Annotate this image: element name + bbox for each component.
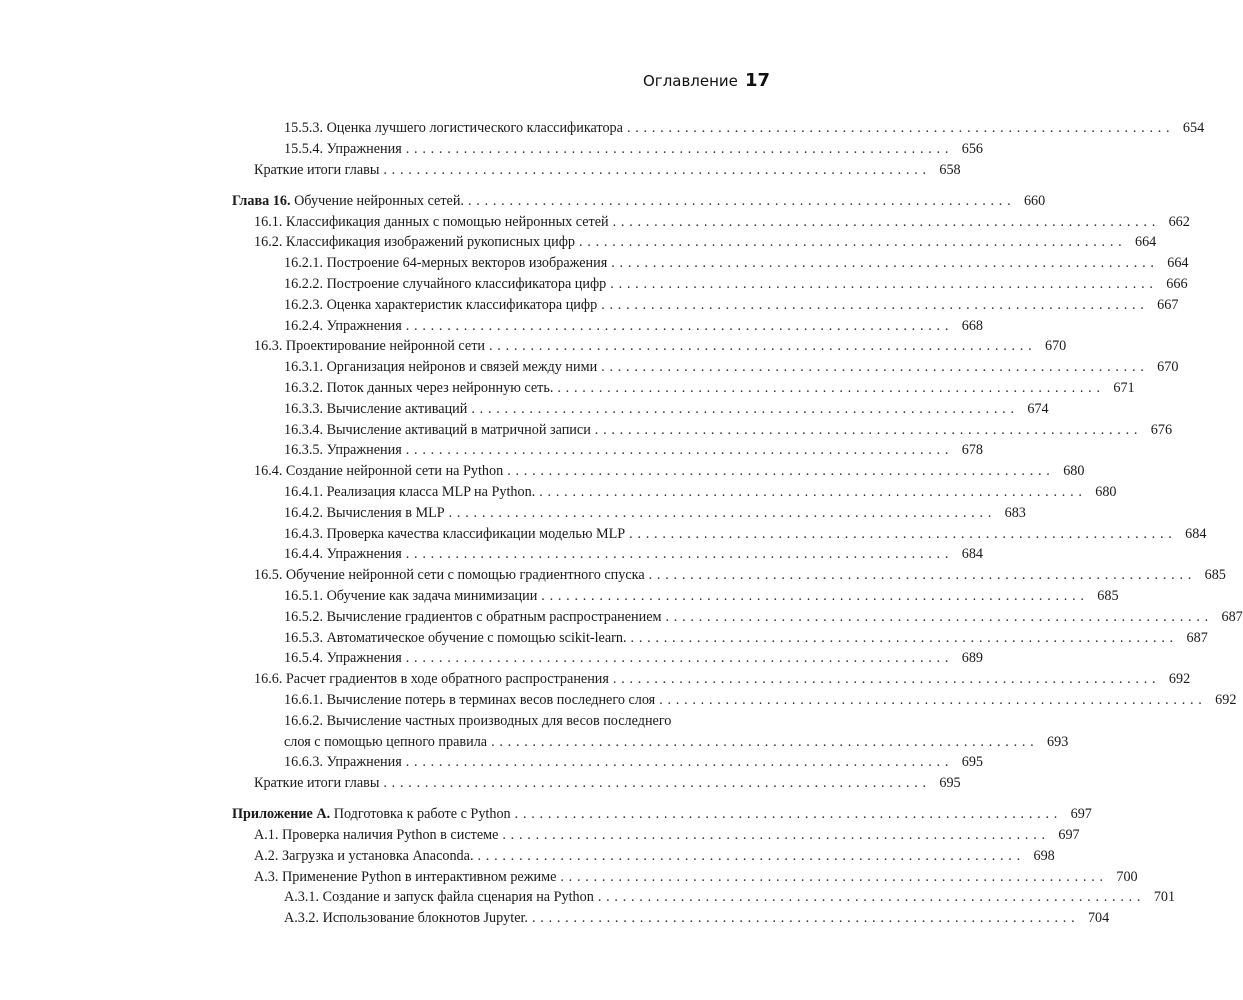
- toc-entry-title: 16.4.2. Вычисления в MLP: [284, 504, 445, 521]
- toc-entry: [232, 482, 1117, 503]
- toc-entry-title: 16.3.5. Упражнения: [284, 442, 402, 459]
- toc-entry: [232, 399, 1049, 420]
- toc-entry-title: 16.4. Создание нейронной сети на Python: [254, 463, 504, 480]
- toc-page-number: 664: [1134, 234, 1157, 251]
- toc-leader-dots: . . . . . . . . . . . . . . . . . . . . . . . . . . . . . . . . . . . . . . . . . . . . . . . . . . . . . . . . . . . . . . . . . .: [665, 608, 1209, 625]
- toc-leader-dots: . . . . . . . . . . . . . . . . . . . . . . . . . . . . . . . . . . . . . . . . . . . . . . . . . . . . . . . . . . . . . . . . . .: [514, 806, 1058, 823]
- toc-page-number: 674: [1027, 400, 1049, 417]
- toc-page-number: 704: [1087, 910, 1110, 927]
- toc-entry: [232, 752, 983, 773]
- toc-leader-dots: . . . . . . . . . . . . . . . . . . . . . . . . . . . . . . . . . . . . . . . . . . . . . . . . . . . . . . . . . . . . . . . . . .: [531, 910, 1076, 927]
- toc-entry: [232, 440, 983, 461]
- toc-page-number: 697: [1058, 827, 1080, 844]
- toc-entry-title: Краткие итоги главы: [254, 161, 380, 178]
- toc-entry-title: А.3. Применение Python в интерактивном режиме: [254, 868, 557, 885]
- toc-entry: [232, 846, 1055, 867]
- toc-entry-title: 16.2.2. Построение случайного классификатора цифр: [284, 275, 607, 292]
- toc-leader-dots: . . . . . . . . . . . . . . . . . . . . . . . . . . . . . . . . . . . . . . . . . . . . . . . . . . . . . . . . . . . . . . . . . .: [610, 275, 1154, 292]
- toc-leader-dots: . . . . . . . . . . . . . . . . . . . . . . . . . . . . . . . . . . . . . . . . . . . . . . . . . . . . . . . . . . . . . . . . . .: [405, 140, 949, 157]
- toc-page-number: 666: [1166, 275, 1188, 292]
- toc-entry: [232, 118, 1205, 139]
- toc-entry: [232, 212, 1190, 233]
- toc-leader-dots: . . . . . . . . . . . . . . . . . . . . . . . . . . . . . . . . . . . . . . . . . . . . . . . . . . . . . . . . . . . . . . . . . .: [471, 400, 1015, 417]
- toc-leader-dots: . . . . . . . . . . . . . . . . . . . . . . . . . . . . . . . . . . . . . . . . . . . . . . . . . . . . . . . . . . . . . . . . . .: [405, 650, 949, 667]
- appendix-title: Подготовка к работе с Python: [333, 806, 511, 823]
- toc-entry: [232, 160, 961, 181]
- toc-entry: [232, 336, 1067, 357]
- toc-entry-title: Краткие итоги главы: [254, 775, 380, 792]
- chapter-title: Обучение нейронных сетей.: [294, 192, 464, 209]
- toc-leader-dots: . . . . . . . . . . . . . . . . . . . . . . . . . . . . . . . . . . . . . . . . . . . . . . . . . . . . . . . . . . . . . . . . . .: [630, 629, 1174, 646]
- toc-entry-title: 16.1. Классификация данных с помощью нейронных сетей: [254, 213, 609, 230]
- toc-entry-title: 16.2. Классификация изображений рукописных цифр: [254, 234, 576, 251]
- toc-entry: [232, 378, 1135, 399]
- toc-page-number: 660: [1023, 192, 1046, 209]
- toc-entry: [232, 628, 1208, 649]
- toc-entry-title: 16.2.4. Упражнения: [284, 317, 402, 334]
- toc-entry: [232, 503, 1026, 524]
- toc-page-number: 662: [1168, 213, 1190, 230]
- toc-entry: [232, 524, 1207, 545]
- toc-entry: [232, 274, 1188, 295]
- toc-page-number: 693: [1047, 733, 1069, 750]
- toc-page-number: 670: [1044, 338, 1067, 355]
- toc-page-number: 670: [1157, 359, 1179, 376]
- toc-page-number: 684: [961, 546, 983, 563]
- toc-entry: [232, 669, 1191, 690]
- toc-entry: [232, 887, 1176, 908]
- toc-entry-title: 16.6.2. Вычисление частных производных для весов последнего: [284, 712, 672, 729]
- toc-page-number: 692: [1215, 691, 1237, 708]
- toc-page-number: 685: [1097, 587, 1119, 604]
- running-header: [643, 70, 770, 96]
- toc-page-number: 697: [1070, 806, 1092, 823]
- toc-leader-dots: . . . . . . . . . . . . . . . . . . . . . . . . . . . . . . . . . . . . . . . . . . . . . . . . . . . . . . . . . . . . . . . . . .: [597, 889, 1142, 906]
- toc-page-number: 685: [1204, 567, 1226, 584]
- toc-entry: [232, 908, 1110, 929]
- toc-entry-title: [232, 191, 464, 212]
- toc-leader-dots: . . . . . . . . . . . . . . . . . . . . . . . . . . . . . . . . . . . . . . . . . . . . . . . . . . . . . . . . . . . . . . . . . .: [448, 504, 992, 521]
- toc-leader-dots: . . . . . . . . . . . . . . . . . . . . . . . . . . . . . . . . . . . . . . . . . . . . . . . . . . . . . . . . . . . . . . . . . .: [405, 317, 949, 334]
- toc-entry: [232, 711, 1069, 753]
- toc-entry-title: А.3.2. Использование блокнотов Jupyter.: [284, 910, 528, 927]
- toc-page-number: 654: [1182, 120, 1205, 136]
- toc-leader-dots: . . . . . . . . . . . . . . . . . . . . . . . . . . . . . . . . . . . . . . . . . . . . . . . . . . . . . . . . . . . . . . . . . .: [405, 442, 949, 459]
- toc-entry-title: 15.5.3. Оценка лучшего логистического классификатора: [284, 120, 623, 136]
- toc-page-number: 678: [961, 442, 983, 459]
- toc-leader-dots: . . . . . . . . . . . . . . . . . . . . . . . . . . . . . . . . . . . . . . . . . . . . . . . . . . . . . . . . . . . . . . . . . .: [405, 546, 949, 563]
- toc-leader-dots: . . . . . . . . . . . . . . . . . . . . . . . . . . . . . . . . . . . . . . . . . . . . . . . . . . . . . . . . . . . . . . . . . .: [489, 338, 1033, 355]
- toc-entry: [232, 461, 1085, 482]
- toc-page-number: 695: [939, 775, 961, 792]
- toc-leader-dots: . . . . . . . . . . . . . . . . . . . . . . . . . . . . . . . . . . . . . . . . . . . . . . . . . . . . . . . . . . . . . . . . . .: [648, 567, 1192, 584]
- toc-page-number: 700: [1116, 868, 1138, 885]
- toc-entry-title: 16.3.1. Организация нейронов и связей между ними: [284, 359, 598, 376]
- toc-leader-dots: . . . . . . . . . . . . . . . . . . . . . . . . . . . . . . . . . . . . . . . . . . . . . . . . . . . . . . . . . . . . . . . . . .: [601, 359, 1145, 376]
- toc-entry-title: 16.4.4. Упражнения: [284, 546, 402, 563]
- toc-entry-title: 16.5.3. Автоматическое обучение с помощью scikit-learn.: [284, 629, 627, 646]
- toc-leader-dots: . . . . . . . . . . . . . . . . . . . . . . . . . . . . . . . . . . . . . . . . . . . . . . . . . . . . . . . . . . . . . . . . . .: [502, 827, 1046, 844]
- toc-page-number: 698: [1033, 847, 1055, 864]
- toc-entry-title: 16.6.3. Упражнения: [284, 754, 402, 771]
- toc-entry-title: 16.6.1. Вычисление потерь в терминах весов последнего слоя: [284, 691, 656, 708]
- toc-entry: [232, 825, 1080, 846]
- toc-leader-dots: . . . . . . . . . . . . . . . . . . . . . . . . . . . . . . . . . . . . . . . . . . . . . . . . . . . . . . . . . . . . . . . . . .: [594, 421, 1139, 438]
- toc-entry-title: 16.5.1. Обучение как задача минимизации: [284, 587, 538, 604]
- toc-page-number: 684: [1185, 525, 1207, 542]
- toc-entry: [232, 565, 1226, 586]
- toc-leader-dots: . . . . . . . . . . . . . . . . . . . . . . . . . . . . . . . . . . . . . . . . . . . . . . . . . . . . . . . . . . . . . . . . . .: [579, 234, 1123, 251]
- toc-entry: [232, 773, 961, 794]
- toc-entry: [232, 357, 1179, 378]
- toc-page-number: 664: [1167, 255, 1189, 272]
- toc-leader-dots: . . . . . . . . . . . . . . . . . . . . . . . . . . . . . . . . . . . . . . . . . . . . . . . . . . . . . . . . . . . . . . . . . .: [507, 463, 1051, 480]
- running-header-title: Оглавление: [643, 72, 738, 90]
- toc-entry-title: 16.6. Расчет градиентов в ходе обратного распространения: [254, 671, 609, 688]
- toc-leader-dots: . . . . . . . . . . . . . . . . . . . . . . . . . . . . . . . . . . . . . . . . . . . . . . . . . . . . . . . . . . . . . . . . . .: [629, 525, 1173, 542]
- toc-leader-dots: . . . . . . . . . . . . . . . . . . . . . . . . . . . . . . . . . . . . . . . . . . . . . . . . . . . . . . . . . . . . . . . . . .: [539, 483, 1083, 500]
- toc-page-number: 692: [1168, 671, 1191, 688]
- toc-entry-title: 16.2.1. Построение 64-мерных векторов изображения: [284, 255, 608, 272]
- toc-leader-dots: . . . . . . . . . . . . . . . . . . . . . . . . . . . . . . . . . . . . . . . . . . . . . . . . . . . . . . . . . . . . . . . . . .: [611, 255, 1155, 272]
- table-of-contents: [232, 118, 1243, 929]
- toc-entry: [232, 690, 1237, 711]
- toc-entry: [232, 607, 1243, 628]
- toc-leader-dots: . . . . . . . . . . . . . . . . . . . . . . . . . . . . . . . . . . . . . . . . . . . . . . . . . . . . . . . . . . . . . . . . . .: [491, 733, 1035, 750]
- toc-entry-title: 16.5. Обучение нейронной сети с помощью градиентного спуска: [254, 567, 645, 584]
- toc-leader-dots: . . . . . . . . . . . . . . . . . . . . . . . . . . . . . . . . . . . . . . . . . . . . . . . . . . . . . . . . . . . . . . . . . .: [541, 587, 1085, 604]
- toc-entry: [232, 253, 1189, 274]
- toc-entry: [232, 420, 1173, 441]
- toc-leader-dots: . . . . . . . . . . . . . . . . . . . . . . . . . . . . . . . . . . . . . . . . . . . . . . . . . . . . . . . . . . . . . . . . . .: [626, 120, 1171, 136]
- toc-leader-dots: . . . . . . . . . . . . . . . . . . . . . . . . . . . . . . . . . . . . . . . . . . . . . . . . . . . . . . . . . . . . . . . . . .: [405, 754, 949, 771]
- toc-page-number: 687: [1221, 608, 1243, 625]
- toc-page-number: 671: [1113, 379, 1135, 396]
- toc-entry: [232, 586, 1119, 607]
- toc-page-number: 668: [961, 317, 983, 334]
- toc-entry-title: 15.5.4. Упражнения: [284, 140, 402, 157]
- toc-leader-dots: . . . . . . . . . . . . . . . . . . . . . . . . . . . . . . . . . . . . . . . . . . . . . . . . . . . . . . . . . . . . . . . . . .: [383, 161, 927, 178]
- toc-page-number: 695: [961, 754, 983, 771]
- toc-entry: [232, 232, 1157, 253]
- toc-leader-dots: . . . . . . . . . . . . . . . . . . . . . . . . . . . . . . . . . . . . . . . . . . . . . . . . . . . . . . . . . . . . . . . . . .: [659, 691, 1203, 708]
- toc-entry-title: 16.3. Проектирование нейронной сети: [254, 338, 485, 355]
- toc-entry-title: 16.5.4. Упражнения: [284, 650, 402, 667]
- toc-entry-title: 16.3.2. Поток данных через нейронную сеть.: [284, 379, 554, 396]
- toc-leader-dots: . . . . . . . . . . . . . . . . . . . . . . . . . . . . . . . . . . . . . . . . . . . . . . . . . . . . . . . . . . . . . . . . . .: [383, 775, 927, 792]
- toc-page-number: 680: [1063, 463, 1085, 480]
- toc-entry: [232, 139, 983, 160]
- toc-entry-title: А.2. Загрузка и установка Anaconda.: [254, 847, 474, 864]
- toc-leader-dots: . . . . . . . . . . . . . . . . . . . . . . . . . . . . . . . . . . . . . . . . . . . . . . . . . . . . . . . . . . . . . . . . . .: [612, 213, 1156, 230]
- toc-chapter-entry: [232, 191, 1046, 212]
- toc-leader-dots: . . . . . . . . . . . . . . . . . . . . . . . . . . . . . . . . . . . . . . . . . . . . . . . . . . . . . . . . . . . . . . . . . .: [601, 296, 1145, 313]
- toc-page-number: 701: [1153, 889, 1176, 906]
- toc-page-number: 667: [1157, 296, 1179, 313]
- toc-page-number: 676: [1150, 421, 1173, 438]
- toc-page-number: 680: [1095, 483, 1117, 500]
- toc-leader-dots: . . . . . . . . . . . . . . . . . . . . . . . . . . . . . . . . . . . . . . . . . . . . . . . . . . . . . . . . . . . . . . . . . .: [477, 847, 1021, 864]
- toc-entry-title: 16.3.4. Вычисление активаций в матричной записи: [284, 421, 591, 438]
- toc-entry-title: 16.4.1. Реализация класса MLP на Python.: [284, 483, 536, 500]
- toc-page-number: 687: [1186, 629, 1208, 646]
- toc-leader-dots: . . . . . . . . . . . . . . . . . . . . . . . . . . . . . . . . . . . . . . . . . . . . . . . . . . . . . . . . . . . . . . . . . .: [467, 192, 1012, 209]
- toc-entry: [232, 316, 983, 337]
- toc-page-number: 689: [961, 650, 983, 667]
- toc-page-number: 683: [1004, 504, 1026, 521]
- toc-entry-title: 16.2.3. Оценка характеристик классификатора цифр: [284, 296, 598, 313]
- toc-entry-title: А.3.1. Создание и запуск файла сценария на Python: [284, 889, 594, 906]
- chapter-label: Глава 16.: [232, 192, 291, 209]
- toc-entry-title: [232, 804, 511, 825]
- toc-leader-dots: . . . . . . . . . . . . . . . . . . . . . . . . . . . . . . . . . . . . . . . . . . . . . . . . . . . . . . . . . . . . . . . . . .: [560, 868, 1104, 885]
- appendix-label: Приложение А.: [232, 806, 331, 823]
- toc-entry-title: 16.4.3. Проверка качества классификации моделью MLP: [284, 525, 626, 542]
- toc-leader-dots: . . . . . . . . . . . . . . . . . . . . . . . . . . . . . . . . . . . . . . . . . . . . . . . . . . . . . . . . . . . . . . . . . .: [557, 379, 1101, 396]
- toc-entry: [232, 544, 983, 565]
- toc-entry: [232, 295, 1179, 316]
- toc-entry: [232, 648, 983, 669]
- toc-page-number: 656: [961, 140, 983, 157]
- toc-entry: [232, 867, 1138, 888]
- toc-entry-title: 16.3.3. Вычисление активаций: [284, 400, 468, 417]
- toc-page-number: 658: [939, 161, 961, 178]
- toc-entry-title-continued: слоя с помощью цепного правила: [284, 733, 488, 750]
- toc-appendix-entry: [232, 804, 1092, 825]
- toc-entry-title: 16.5.2. Вычисление градиентов с обратным распространением: [284, 608, 662, 625]
- page-number: 17: [744, 70, 770, 91]
- toc-entry-title: А.1. Проверка наличия Python в системе: [254, 827, 499, 844]
- toc-leader-dots: . . . . . . . . . . . . . . . . . . . . . . . . . . . . . . . . . . . . . . . . . . . . . . . . . . . . . . . . . . . . . . . . . .: [612, 671, 1157, 688]
